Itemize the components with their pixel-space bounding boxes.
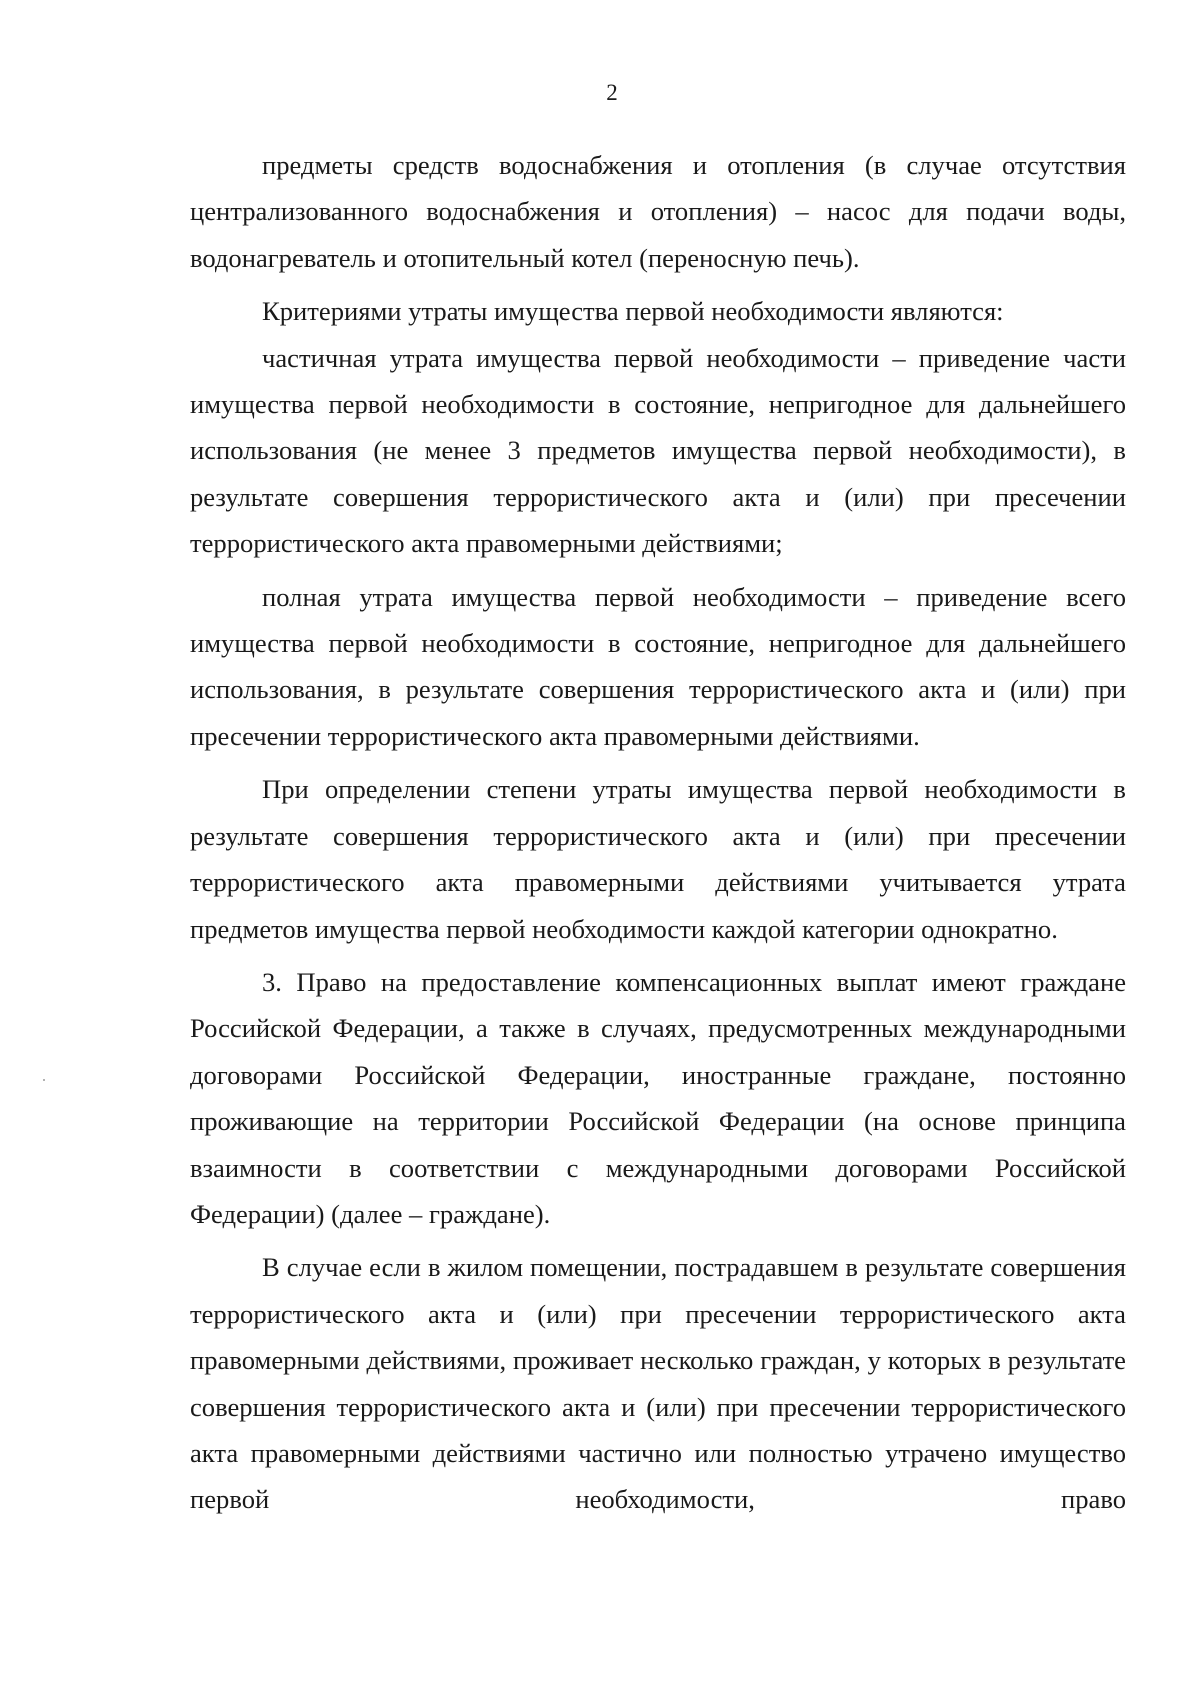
- paragraph-partial-loss: частичная утрата имущества первой необходимости – приведение части имущества первой необходимости в состояние, непригодное для дальнейшего использования (не менее 3 предметов имущества первой необходимости), в результате совершения террористического акта и (или) при пресечении террористического акта правомерными действиями;: [190, 342, 1126, 559]
- scan-speck: [43, 1079, 45, 1081]
- paragraph-right-to-compensation: 3. Право на предоставление компенсационных выплат имеют граждане Российской Федерации, а также в случаях, предусмотренных международными договорами Российской Федерации, иностранные граждане, постоянно проживающие на территории Российской Федерации (на основе принципа взаимности в соответствии с международными договорами Российской Федерации) (далее – граждане).: [190, 966, 1126, 1229]
- paragraph-water-heating-items: предметы средств водоснабжения и отопления (в случае отсутствия централизованного водоснабжения и отопления) – насос для подачи воды, водонагреватель и отопительный котел (переносную печь).: [190, 150, 1126, 273]
- paragraph-multiple-residents: В случае если в жилом помещении, пострадавшем в результате совершения террористического акта и (или) при пресечении террористического акта правомерными действиями, проживает несколько граждан, у которых в результате совершения террористического акта и (или) при пресечении террористического акта правомерными действиями частично или полностью утрачено имущество первой необходимости, право: [190, 1252, 1126, 1515]
- document-body: [190, 142, 1126, 1523]
- page-number: 2: [606, 80, 618, 105]
- paragraph-loss-criteria-intro: Критериями утраты имущества первой необходимости являются:: [262, 296, 1004, 327]
- paragraph-full-loss: полная утрата имущества первой необходимости – приведение всего имущества первой необходимости в состояние, непригодное для дальнейшего использования, в результате совершения террористического акта и (или) при пресечении террористического акта правомерными действиями.: [190, 581, 1126, 751]
- paragraph-loss-degree: При определении степени утраты имущества первой необходимости в результате совершения террористического акта и (или) при пресечении террористического акта правомерными действиями учитывается утрата предметов имущества первой необходимости каждой категории однократно.: [190, 774, 1126, 944]
